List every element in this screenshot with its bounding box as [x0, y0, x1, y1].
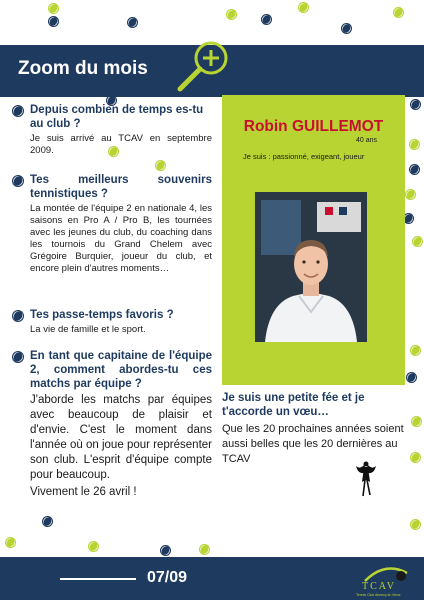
tennis-ball-icon	[412, 236, 423, 247]
logo-text: TCAV	[362, 581, 396, 592]
tennis-ball-icon	[409, 139, 420, 150]
tennis-ball-bullet-icon	[12, 105, 24, 117]
tennis-ball-bullet-icon	[12, 310, 24, 322]
tennis-ball-icon	[410, 99, 421, 110]
footer-divider	[60, 578, 136, 580]
fairy-icon	[352, 458, 378, 498]
tennis-ball-icon	[155, 160, 166, 171]
profile-age: 40 ans	[356, 137, 378, 144]
question-block	[12, 103, 212, 157]
tennis-ball-icon	[5, 537, 16, 548]
tennis-ball-icon	[261, 14, 272, 25]
tennis-ball-icon	[405, 189, 416, 200]
logo-subtitle: Tennis Club Annecy-le-Vieux	[356, 593, 401, 597]
tennis-ball-icon	[406, 372, 417, 383]
tennis-ball-bullet-icon	[12, 351, 24, 363]
tennis-ball-icon	[410, 345, 421, 356]
zoom-magnifier-icon	[172, 36, 234, 98]
question-block	[12, 308, 212, 336]
tennis-ball-icon	[411, 416, 422, 427]
profile-name	[222, 118, 405, 136]
tennis-ball-icon	[48, 16, 59, 27]
tennis-ball-icon	[127, 17, 138, 28]
tennis-ball-icon	[409, 164, 420, 175]
tennis-ball-icon	[341, 23, 352, 34]
last-name: GUILLEMOT	[291, 118, 384, 135]
first-name: Robin	[243, 118, 288, 135]
question-text: Tes meilleurs souvenirs tennistiques ?	[30, 174, 212, 200]
question-text: Tes passe-temps favoris ?	[30, 309, 174, 321]
tennis-ball-icon	[410, 452, 421, 463]
tennis-ball-icon	[88, 541, 99, 552]
tennis-ball-bullet-icon	[12, 175, 24, 187]
tennis-ball-icon	[199, 544, 210, 555]
profile-photo	[255, 192, 367, 342]
tennis-ball-icon	[410, 519, 421, 530]
tennis-ball-icon	[42, 516, 53, 527]
profile-traits: Je suis : passionné, exigeant, joueur	[243, 152, 365, 161]
tennis-ball-icon	[298, 2, 309, 13]
question-block	[12, 349, 212, 500]
question-text: En tant que capitaine de l'équipe 2, comment abordes-tu ces matchs par équipe ?	[30, 350, 212, 390]
page-title: Zoom du mois	[18, 58, 148, 79]
page-number: 07/09	[147, 569, 188, 586]
question-text: Depuis combien de temps es-tu au club ?	[30, 104, 204, 130]
tennis-ball-icon	[160, 545, 171, 556]
wish-question: Je suis une petite fée et je t'accorde un vœu…	[222, 392, 365, 418]
tennis-ball-icon	[393, 7, 404, 18]
tennis-ball-icon	[48, 3, 59, 14]
answer-text: La vie de famille et le sport.	[30, 324, 146, 335]
tennis-ball-icon	[226, 9, 237, 20]
answer-closing-text: Vivement le 26 avril !	[30, 486, 137, 498]
person-portrait-image	[255, 192, 367, 342]
answer-text: La montée de l'équipe 2 en nationale 4, les saisons en Pro A / Pro B, les tournées avec les jeunes du club, du coaching dans les tournois du Grand Chelem avec Grégoire Burquier, joueur du club, et encore plein d'autres moments…	[30, 203, 212, 274]
wish-answer: Que les 20 prochaines années soient aussi belles que les 20 dernières au TCAV	[222, 423, 404, 465]
question-block	[12, 173, 212, 275]
answer-text: J'aborde les matchs par équipes avec beaucoup de plaisir et d'envie. C'est le moment dans l'année où on joue pour représenter son club. L'esprit d'équipe compte pour beaucoup.	[30, 394, 212, 481]
answer-text: Je suis arrivé au TCAV en septembre 2009.	[30, 133, 212, 156]
